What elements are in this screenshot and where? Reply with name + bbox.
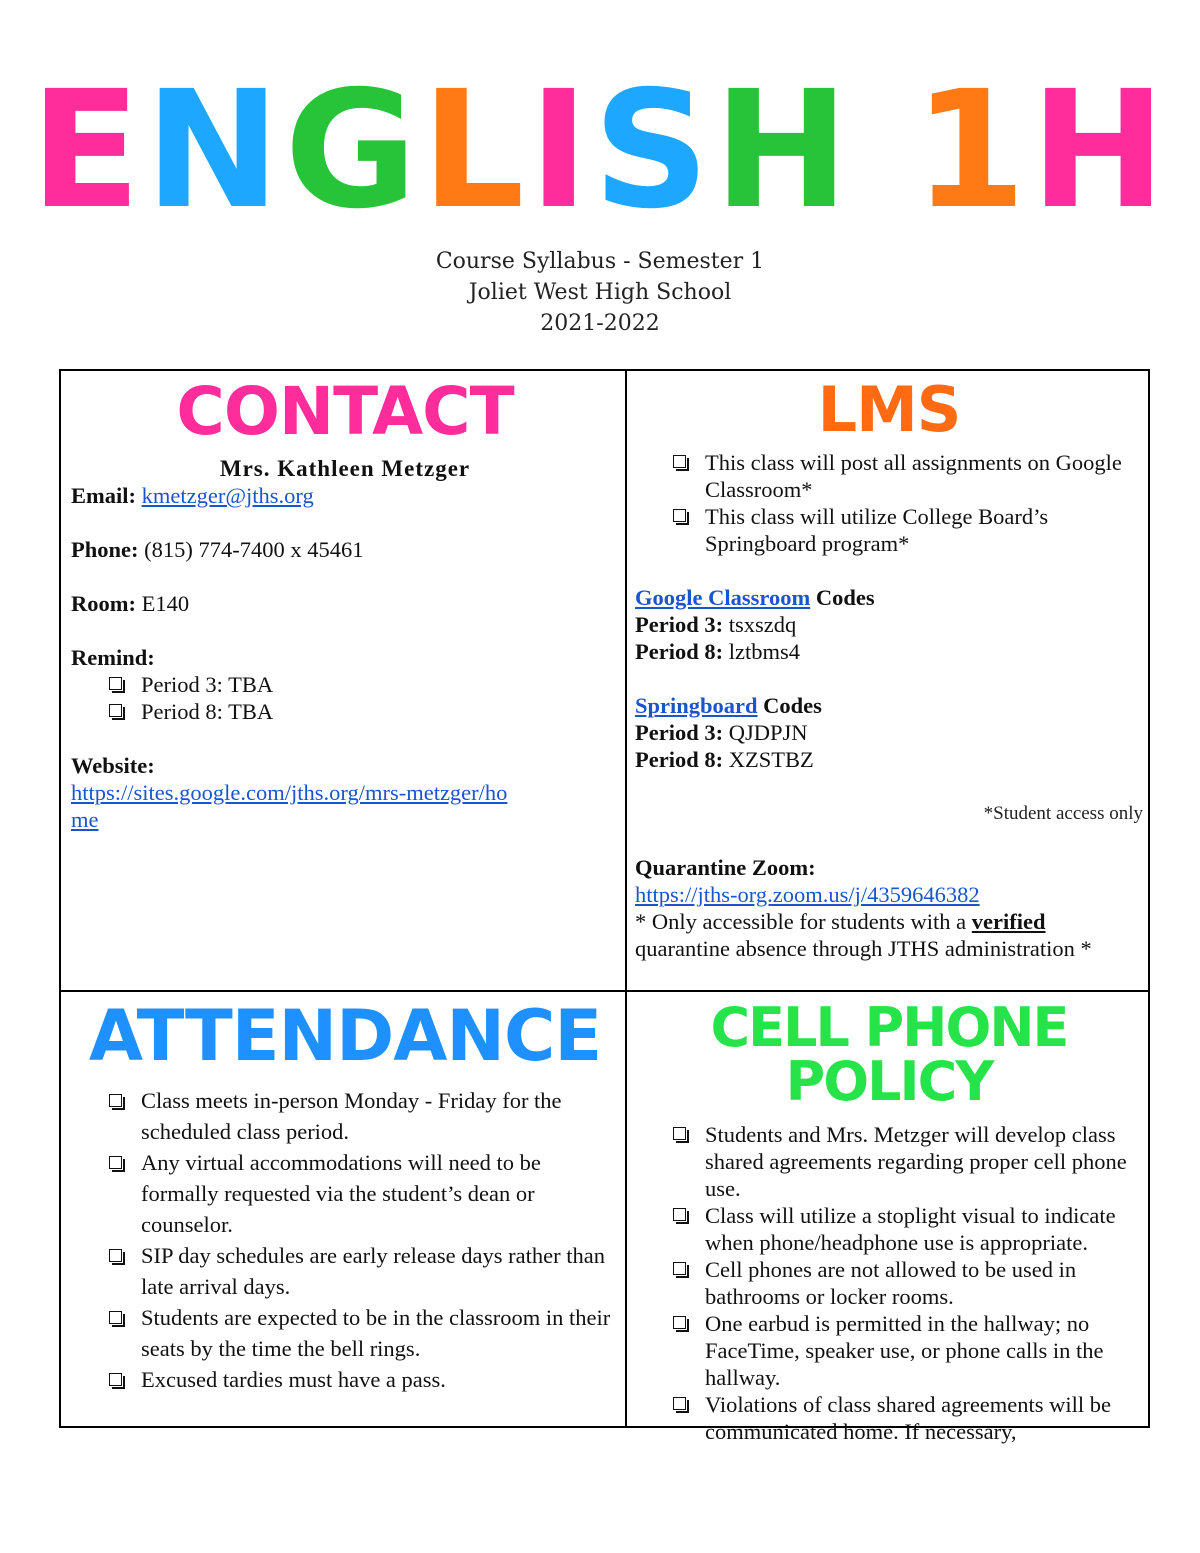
checkbox-icon: [673, 1316, 686, 1329]
teacher-name: Mrs. Kathleen Metzger: [219, 456, 471, 481]
email-row: [71, 482, 619, 509]
list-item: SIP day schedules are early release days rather than late arrival days.: [71, 1240, 619, 1302]
zoom-note: * Only accessible for students with a verified quarantine absence through JTHS administration *: [635, 909, 1092, 961]
room-row: [71, 590, 619, 617]
checkbox-icon: [109, 677, 122, 690]
contact-heading: CONTACT: [176, 373, 514, 450]
list-item: Period 3: TBA: [71, 671, 619, 698]
subtitle-year: 2021-2022: [540, 311, 660, 336]
room-value: E140: [141, 591, 190, 616]
email-link[interactable]: kmetzger@jths.org: [141, 483, 314, 508]
google-classroom-codes-heading: Google Classroom Codes: [635, 585, 875, 610]
remind-label: Remind:: [71, 645, 155, 670]
page-title: [0, 57, 1200, 245]
attendance-list: [71, 1085, 619, 1395]
list-item: Students and Mrs. Metzger will develop class shared agreements regarding proper cell phone use.: [635, 1121, 1143, 1202]
lms-list: [635, 449, 1143, 557]
phone-row: [71, 536, 619, 563]
sb-period-3: Period 3: QJDPJN: [635, 720, 808, 745]
syllabus-grid: [59, 369, 1150, 1444]
list-item: One earbud is permitted in the hallway; no FaceTime, speaker use, or phone calls in the hallway.: [635, 1310, 1143, 1391]
checkbox-icon: [109, 1373, 122, 1386]
zoom-link[interactable]: https://jths-org.zoom.us/j/4359646382: [635, 882, 980, 907]
phone-label: Phone:: [71, 537, 139, 562]
website-label: Website:: [71, 753, 155, 778]
grid-divider-vertical: [625, 371, 627, 1426]
grid-divider-horizontal: [61, 990, 1148, 992]
cell-phone-policy-section: [635, 996, 1143, 1445]
title-letter: N: [144, 57, 285, 245]
title-letter: H: [1030, 57, 1170, 245]
remind-list: [71, 671, 619, 725]
title-letter: E: [30, 57, 145, 245]
title-letter: G: [284, 57, 422, 245]
checkbox-icon: [673, 1127, 686, 1140]
checkbox-icon: [109, 1094, 122, 1107]
gc-period-8: Period 8: lztbms4: [635, 639, 800, 664]
checkbox-icon: [673, 455, 686, 468]
title-letter: [853, 70, 913, 232]
list-item: Class will utilize a stoplight visual to indicate when phone/headphone use is appropriate.: [635, 1202, 1143, 1256]
list-item: Students are expected to be in the classroom in their seats by the time the bell rings.: [71, 1302, 619, 1364]
email-label: Email:: [71, 483, 136, 508]
title-letter: 1: [913, 57, 1031, 245]
springboard-codes-heading: Springboard Codes: [635, 693, 822, 718]
phone-value: (815) 774-7400 x 45461: [144, 537, 364, 562]
contact-section: [71, 373, 619, 833]
list-item: Excused tardies must have a pass.: [71, 1364, 619, 1395]
springboard-link[interactable]: Springboard: [635, 693, 758, 718]
room-label: Room:: [71, 591, 136, 616]
checkbox-icon: [109, 1156, 122, 1169]
sb-period-8: Period 8: XZSTBZ: [635, 747, 814, 772]
checkbox-icon: [673, 1397, 686, 1410]
checkbox-icon: [673, 1208, 686, 1221]
lms-section: [635, 373, 1143, 962]
quarantine-zoom-label: Quarantine Zoom:: [635, 855, 816, 880]
list-item: Period 8: TBA: [71, 698, 619, 725]
list-item: This class will utilize College Board’s Springboard program*: [635, 503, 1143, 557]
google-classroom-link[interactable]: Google Classroom: [635, 585, 811, 610]
checkbox-icon: [109, 704, 122, 717]
title-letter: S: [592, 57, 714, 245]
checkbox-icon: [673, 1262, 686, 1275]
list-item: Violations of class shared agreements will be communicated home. If necessary,: [635, 1391, 1143, 1445]
list-item: This class will post all assignments on Google Classroom*: [635, 449, 1143, 503]
student-access-note: *Student access only: [983, 803, 1143, 824]
attendance-heading: ATTENDANCE: [88, 995, 602, 1077]
subtitle: [0, 246, 1200, 339]
subtitle-course: Course Syllabus - Semester 1: [435, 249, 765, 274]
title-letter: I: [528, 57, 593, 245]
list-item: Class meets in-person Monday - Friday for the scheduled class period.: [71, 1085, 619, 1147]
checkbox-icon: [109, 1249, 122, 1262]
website-link[interactable]: https://sites.google.com/jths.org/mrs-metzger/ho me: [71, 780, 508, 832]
gc-period-3: Period 3: tsxszdq: [635, 612, 797, 637]
checkbox-icon: [673, 509, 686, 522]
lms-heading: LMS: [817, 373, 961, 446]
cell-phone-policy-heading: CELL PHONE POLICY: [710, 996, 1068, 1113]
list-item: Any virtual accommodations will need to be formally requested via the student’s dean or counselor.: [71, 1147, 619, 1240]
title-letter: H: [713, 57, 854, 245]
subtitle-school: Joliet West High School: [468, 280, 732, 305]
checkbox-icon: [109, 1311, 122, 1324]
list-item: Cell phones are not allowed to be used in bathrooms or locker rooms.: [635, 1256, 1143, 1310]
title-letter: L: [421, 57, 529, 245]
attendance-section: [71, 995, 619, 1395]
cell-phone-policy-list: [635, 1121, 1143, 1445]
